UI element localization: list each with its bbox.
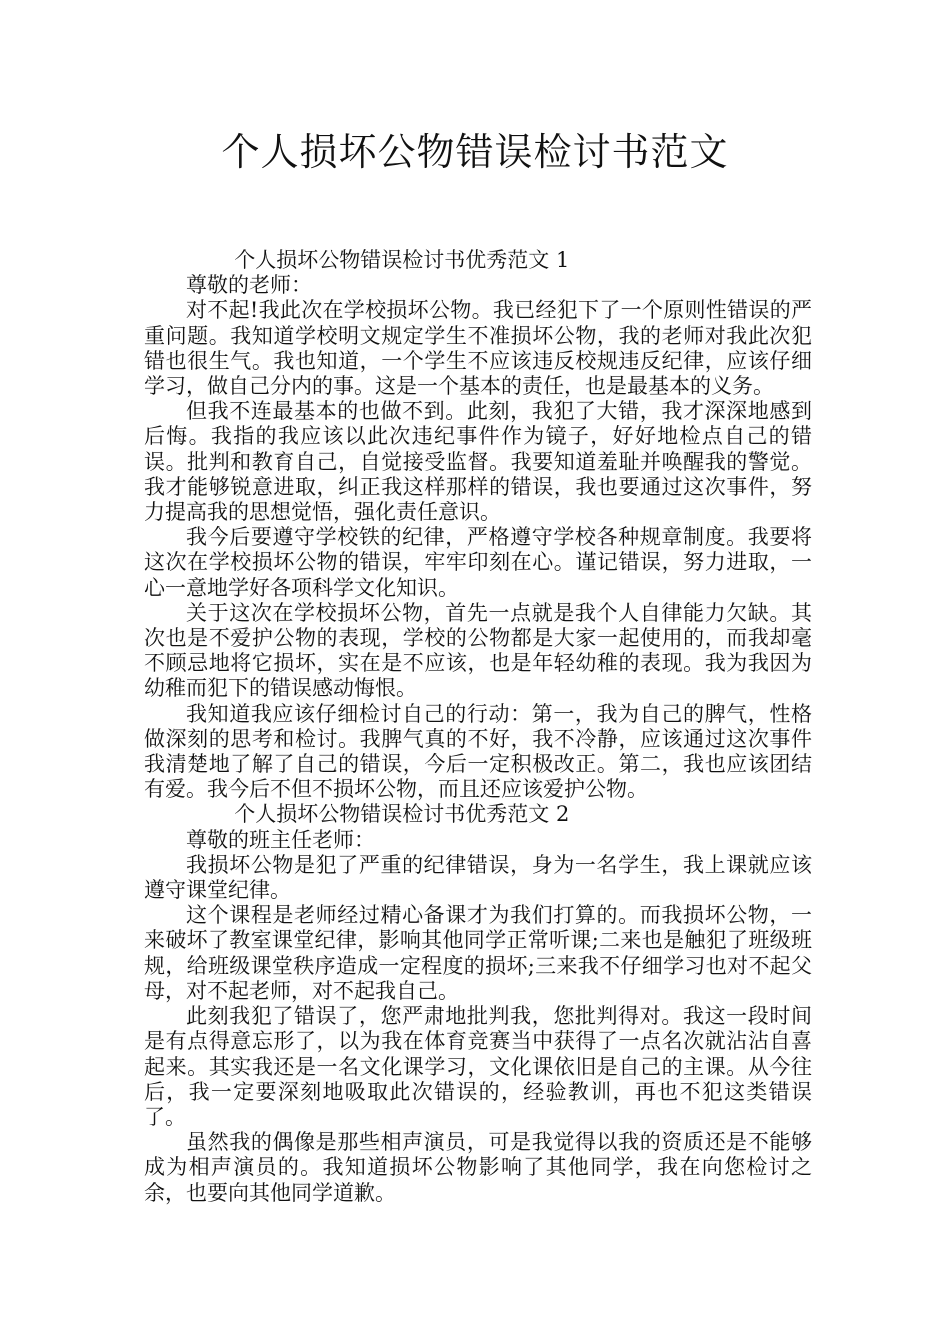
body-paragraph: 此刻我犯了错误了，您严肃地批判我，您批判得对。我这一段时间是有点得意忘形了，以为我在体育竞赛当中获得了一点名次就沾沾自喜起来。其实我还是一名文化课学习，文化课依旧是自己的主课。从今往后，我一定要深刻地吸取此次错误的，经验教训，再也不犯这类错误了。 bbox=[144, 1004, 812, 1129]
salutation-2: 尊敬的班主任老师： bbox=[186, 827, 375, 852]
body-paragraph: 我知道我应该仔细检讨自己的行动：第一，我为自己的脾气，性格做深刻的思考和检讨。我脾气真的不好，我不冷静，应该通过这次事件我清楚地了解了自己的错误，今后一定积极改正。第二，我也应该团结有爱。我今后不但不损坏公物，而且还应该爱护公物。 bbox=[144, 701, 812, 802]
section-heading-1: 个人损坏公物错误检讨书优秀范文 1 bbox=[234, 248, 570, 272]
body-paragraph: 但我不连最基本的也做不到。此刻，我犯了大错，我才深深地感到后悔。我指的我应该以此次违纪事件作为镜子，好好地检点自己的错误。批判和教育自己，自觉接受监督。我要知道羞耻并唤醒我的警觉。我才能够锐意进取，纠正我这样那样的错误，我也要通过这次事件，努力提高我的思想觉悟，强化责任意识。 bbox=[144, 399, 812, 525]
body-paragraph: 对不起!我此次在学校损坏公物。我已经犯下了一个原则性错误的严重问题。我知道学校明文规定学生不准损坏公物，我的老师对我此次犯错也很生气。我也知道，一个学生不应该违反校规违反纪律，应该仔细学习，做自己分内的事。这是一个基本的责任，也是最基本的义务。 bbox=[144, 298, 812, 399]
document-body bbox=[144, 248, 812, 1206]
body-paragraph: 这个课程是老师经过精心备课才为我们打算的。而我损坏公物，一来破坏了教室课堂纪律，影响其他同学正常听课;二来也是触犯了班级班规，给班级课堂秩序造成一定程度的损坏;三来我不仔细学习也对不起父母，对不起老师，对不起我自己。 bbox=[144, 903, 812, 1003]
body-paragraph: 我损坏公物是犯了严重的纪律错误，身为一名学生，我上课就应该遵守课堂纪律。 bbox=[144, 852, 812, 903]
body-paragraph: 虽然我的偶像是那些相声演员，可是我觉得以我的资质还是不能够成为相声演员的。我知道损坏公物影响了其他同学，我在向您检讨之余，也要向其他同学道歉。 bbox=[144, 1130, 812, 1205]
body-paragraph: 我今后要遵守学校铁的纪律，严格遵守学校各种规章制度。我要将这次在学校损坏公物的错误，牢牢印刻在心。谨记错误，努力进取，一心一意地学好各项科学文化知识。 bbox=[144, 525, 812, 600]
document-title: 个人损坏公物错误检讨书范文 bbox=[221, 130, 729, 174]
salutation-1: 尊敬的老师： bbox=[186, 273, 312, 298]
body-paragraph: 关于这次在学校损坏公物，首先一点就是我个人自律能力欠缺。其次也是不爱护公物的表现，学校的公物都是大家一起使用的，而我却毫不顾忌地将它损坏，实在是不应该，也是年轻幼稚的表现。我为我因为幼稚而犯下的错误感动悔恨。 bbox=[144, 600, 812, 701]
section-heading-2: 个人损坏公物错误检讨书优秀范文 2 bbox=[234, 802, 570, 827]
